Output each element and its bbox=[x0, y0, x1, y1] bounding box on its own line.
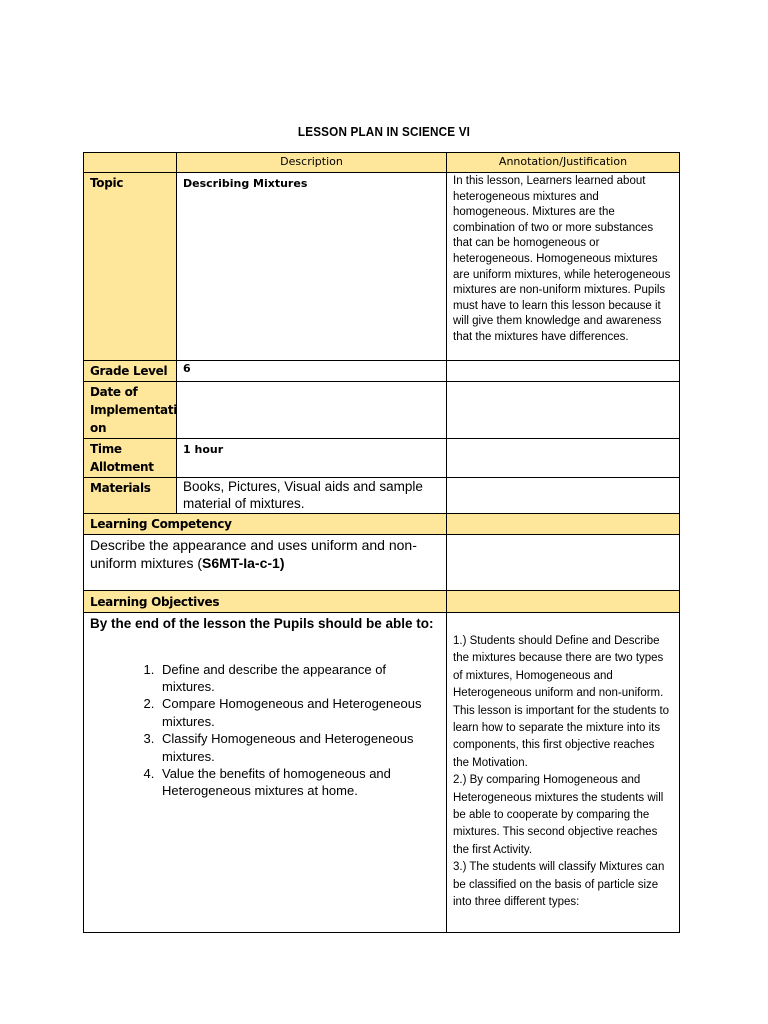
grade-level-label: Grade Level bbox=[84, 361, 177, 382]
objectives-heading-row bbox=[84, 591, 680, 613]
topic-description: Describing Mixtures bbox=[177, 173, 447, 361]
objectives-heading-annotation bbox=[447, 591, 680, 613]
date-label bbox=[84, 382, 177, 439]
objectives-annotation bbox=[447, 613, 680, 933]
date-label-line2: Implementati bbox=[90, 403, 178, 417]
competency-heading-annotation bbox=[447, 514, 680, 535]
objectives-row bbox=[84, 613, 680, 933]
date-label-line3: on bbox=[90, 421, 107, 435]
objectives-annotation-p2: 2.) By comparing Homogeneous and Heterogeneous mixtures the students will be able to cooperate by comparing the mixtures. This second objective reaches the first Activity. bbox=[453, 774, 664, 856]
objectives-intro: By the end of the lesson the Pupils should be able to: bbox=[90, 616, 434, 631]
topic-row bbox=[84, 173, 680, 361]
header-annotation: Annotation/Justification bbox=[447, 153, 680, 173]
time-label-line2: Allotment bbox=[90, 460, 154, 474]
objective-item: 2. Compare Homogeneous and Heterogeneous mixtures. bbox=[158, 695, 440, 730]
competency-heading: Learning Competency bbox=[84, 514, 447, 535]
grade-level-annotation bbox=[447, 361, 680, 382]
competency-description: Describe the appearance and uses uniform and non-uniform mixtures ( bbox=[90, 537, 417, 571]
objectives-annotation-p3: 3.) The students will classify Mixtures can be classified on the basis of particle size into three different types: bbox=[453, 861, 665, 909]
objectives-content bbox=[84, 613, 447, 933]
materials-row bbox=[84, 478, 680, 514]
header-row bbox=[84, 153, 680, 173]
competency-code: S6MT-Ia-c-1) bbox=[202, 554, 285, 571]
date-row bbox=[84, 382, 680, 439]
competency-heading-row bbox=[84, 514, 680, 535]
grade-level-value: 6 bbox=[177, 361, 447, 382]
time-annotation bbox=[447, 439, 680, 478]
header-description: Description bbox=[177, 153, 447, 173]
objective-item: 3. Classify Homogeneous and Heterogeneous mixtures. bbox=[158, 730, 440, 765]
time-row bbox=[84, 439, 680, 478]
competency-annotation bbox=[447, 535, 680, 591]
topic-annotation: In this lesson, Learners learned about heterogeneous mixtures and homogeneous. Mixtures are the combination of two or more substances that can be homogeneous or heterogeneous. Homogeneous mixtures are uniform mixtures, while heterogeneous mixtures are non-uniform mixtures. Pupils must have to learn this lesson because it will give them knowledge and awareness that the mixtures have differences. bbox=[447, 173, 680, 361]
materials-value: Books, Pictures, Visual aids and sample material of mixtures. bbox=[177, 478, 447, 514]
lesson-plan-table bbox=[83, 152, 680, 933]
time-label bbox=[84, 439, 177, 478]
objective-item: 1. Define and describe the appearance of mixtures. bbox=[158, 661, 440, 696]
objectives-heading: Learning Objectives bbox=[84, 591, 447, 613]
objectives-list bbox=[90, 661, 440, 800]
materials-annotation bbox=[447, 478, 680, 514]
date-label-line1: Date of bbox=[90, 385, 138, 399]
objective-item: 4. Value the benefits of homogeneous and Heterogeneous mixtures at home. bbox=[158, 765, 440, 800]
document-title: LESSON PLAN IN SCIENCE VI bbox=[297, 124, 471, 139]
grade-level-row bbox=[84, 361, 680, 382]
time-label-line1: Time bbox=[90, 442, 122, 456]
header-col-label bbox=[84, 153, 177, 173]
topic-label: Topic bbox=[84, 173, 177, 361]
competency-text bbox=[84, 535, 447, 591]
date-value bbox=[177, 382, 447, 439]
competency-row bbox=[84, 535, 680, 591]
time-value: 1 hour bbox=[177, 439, 447, 478]
objectives-annotation-p1: 1.) Students should Define and Describe the mixtures because there are two types of mixtures, Homogeneous and Heterogeneous uniform and non-uniform. This lesson is important for the students to learn how to separate the mixture into its components, this first objective reaches the Motivation. bbox=[453, 635, 670, 769]
date-annotation bbox=[447, 382, 680, 439]
materials-label: Materials bbox=[84, 478, 177, 514]
